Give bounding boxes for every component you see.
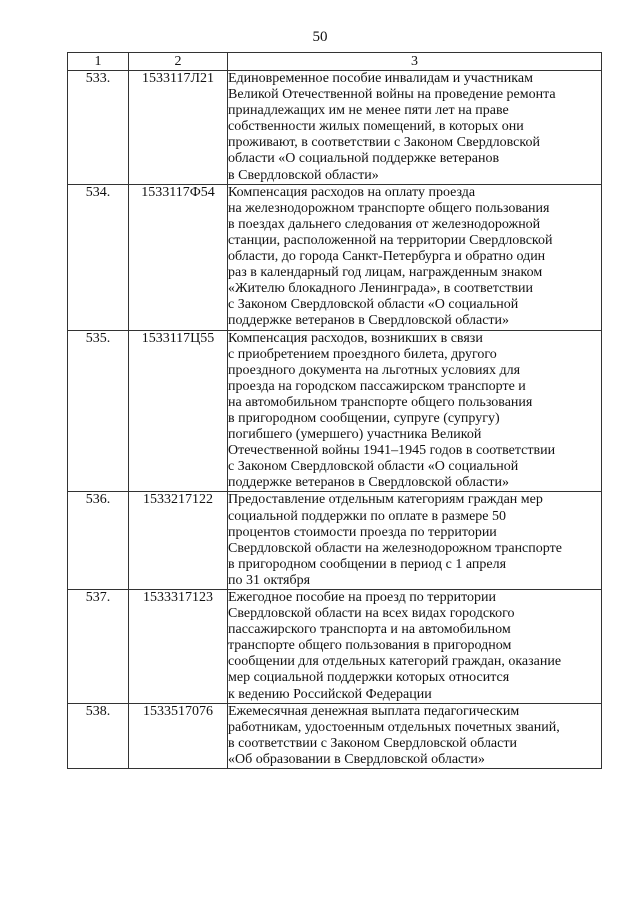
table-body xyxy=(68,71,602,769)
description-line: социальной поддержки по оплате в размере 50 xyxy=(228,508,507,524)
page-number: 50 xyxy=(312,29,328,45)
description-line: с Законом Свердловской области «О социальной xyxy=(228,297,519,313)
row-number-cell: 538. xyxy=(68,703,129,768)
table-header-row xyxy=(68,53,602,71)
description-line: принадлежащих им не менее пяти лет на праве xyxy=(228,103,509,119)
column-header-1: 1 xyxy=(68,53,129,71)
description-line: Отечественной войны 1941–1945 годов в соответствии xyxy=(228,443,556,459)
description-line: Великой Отечественной войны на проведение ремонта xyxy=(228,87,556,103)
table-row xyxy=(68,703,602,768)
description-line: проездного документа на льготных условиях для xyxy=(228,362,521,378)
description-line: с Законом Свердловской области «О социальной xyxy=(228,459,519,475)
description-line: станции, расположенной на территории Свердловской xyxy=(228,232,553,248)
description-line: Предоставление отдельным категориям граждан мер xyxy=(228,492,543,508)
description-cell xyxy=(228,703,602,768)
code-cell: 1533117Ф54 xyxy=(129,184,228,330)
code-cell: 1533517076 xyxy=(129,703,228,768)
code-cell: 1533117Ц55 xyxy=(129,330,228,492)
description-line: с приобретением проездного билета, другого xyxy=(228,346,497,362)
description-line: «Жителю блокадного Ленинграда», в соответствии xyxy=(228,281,533,297)
table-row xyxy=(68,590,602,704)
table-row xyxy=(68,492,602,590)
description-line: «Об образовании в Свердловской области» xyxy=(228,751,485,767)
row-number-cell: 535. xyxy=(68,330,129,492)
description-line: Свердловской области на всех видах городского xyxy=(228,606,515,622)
description-line: Свердловской области на железнодорожном транспорте xyxy=(228,540,562,556)
description-line: поддержке ветеранов в Свердловской области» xyxy=(228,313,510,329)
table-header xyxy=(68,53,602,71)
description-line: в пригородном сообщении, супруге (супругу) xyxy=(228,410,500,426)
row-number-cell: 536. xyxy=(68,492,129,590)
column-header-3: 3 xyxy=(228,53,602,71)
description-line: собственности жилых помещений, в которых они xyxy=(228,119,524,135)
code-cell: 1533117Л21 xyxy=(129,71,228,185)
description-line: раз в календарный год лицам, награжденным знаком xyxy=(228,265,543,281)
description-cell xyxy=(228,492,602,590)
description-cell xyxy=(228,184,602,330)
description-line: Компенсация расходов, возникших в связи xyxy=(228,330,483,346)
code-cell: 1533317123 xyxy=(129,590,228,704)
description-line: сообщении для отдельных категорий граждан, оказание xyxy=(228,654,562,670)
description-line: проживают, в соответствии с Законом Свердловской xyxy=(228,135,540,151)
description-line: проезда на городском пассажирском транспорте и xyxy=(228,378,526,394)
description-line: в поездах дальнего следования от железнодорожной xyxy=(228,216,541,232)
description-line: мер социальной поддержки которых относится xyxy=(228,670,510,686)
description-line: на железнодорожном транспорте общего пользования xyxy=(228,200,550,216)
row-number-cell: 534. xyxy=(68,184,129,330)
description-line: области, до города Санкт-Петербурга и обратно один xyxy=(228,249,546,265)
table-row xyxy=(68,184,602,330)
row-number-cell: 537. xyxy=(68,590,129,704)
row-number-cell: 533. xyxy=(68,71,129,185)
description-cell xyxy=(228,71,602,185)
description-line: работникам, удостоенным отдельных почетных званий, xyxy=(228,719,560,735)
table-row xyxy=(68,330,602,492)
description-line: Ежегодное пособие на проезд по территории xyxy=(228,590,497,605)
description-line: области «О социальной поддержке ветеранов xyxy=(228,151,500,167)
column-header-2: 2 xyxy=(129,53,228,71)
description-line: к ведению Российской Федерации xyxy=(228,686,432,702)
description-cell xyxy=(228,590,602,704)
description-line: поддержке ветеранов в Свердловской области» xyxy=(228,475,510,491)
description-line: на автомобильном транспорте общего пользования xyxy=(228,394,533,410)
description-line: в соответствии с Законом Свердловской области xyxy=(228,735,517,751)
description-line: Ежемесячная денежная выплата педагогическим xyxy=(228,703,520,719)
description-cell xyxy=(228,330,602,492)
description-line: Компенсация расходов на оплату проезда xyxy=(228,184,476,200)
description-line: Единовременное пособие инвалидам и участникам xyxy=(228,71,533,86)
budget-classification-table xyxy=(67,52,602,769)
code-cell: 1533217122 xyxy=(129,492,228,590)
description-line: процентов стоимости проезда по территории xyxy=(228,524,497,540)
description-line: погибшего (умершего) участника Великой xyxy=(228,427,482,443)
table-row xyxy=(68,71,602,185)
description-line: в Свердловской области» xyxy=(228,167,379,183)
description-line: в пригородном сообщении в период с 1 апреля xyxy=(228,556,507,572)
description-line: пассажирского транспорта и на автомобильном xyxy=(228,622,511,638)
description-line: по 31 октября xyxy=(228,572,311,588)
description-line: транспорте общего пользования в пригородном xyxy=(228,638,512,654)
